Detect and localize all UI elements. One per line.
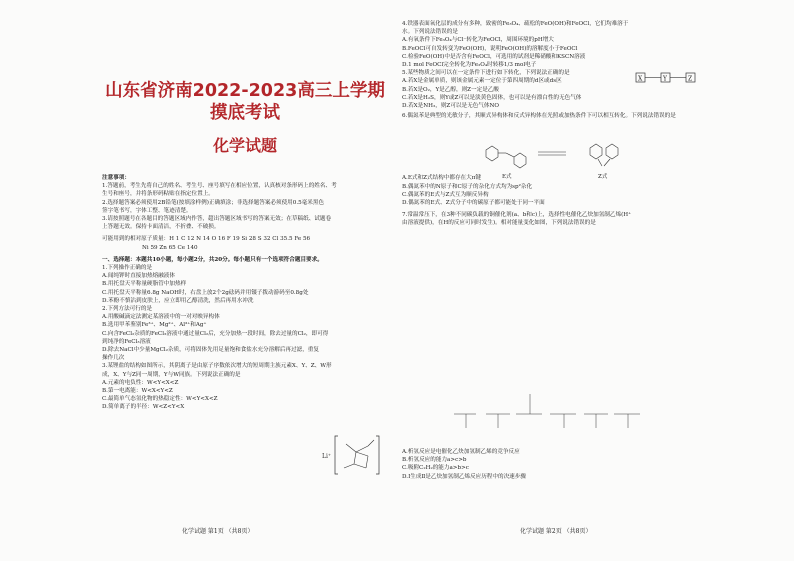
exam-title: 山东省济南2022-2023高三上学期摸底考试 [105,81,385,123]
text-line: 4.铁器表面氧化层的成分有多种，致密的Fe₃O₄、疏松的FeO(OH)和FeOCl，它们均难溶于 [402,21,629,27]
text-line: D.苯酚不慎沾到皮肤上，应立即用乙醇清洗，然后再用水冲洗 [102,297,254,304]
text-line: 3.某锂盐的结构如图所示，其阴离子是由原子序数依次增大的短周期主族元素X、Y、Z、W形 [102,363,332,370]
text-line: B.析氢反应的能力a>c>b [402,457,467,464]
right-page [402,20,700,540]
conversion-box-diagram [634,70,698,86]
lithium-salt-structure-diagram [320,432,386,478]
svg-text:Li⁺: Li⁺ [322,453,332,460]
text-line: 6.偶氮苯是典型的光敏分子，其顺式异构体和反式异构体在光照或加热条件下可以相互转化。下列说法错误的是 [402,113,676,120]
right-question-7-options [402,448,700,481]
text-line: C.偶氮苯的E式与Z式互为顺反异构 [402,191,489,198]
text-line: A.有氧条件下Fe₃O₄与Cl⁻转化为FeOCl，周围环境的pH增大 [402,37,554,44]
box-label-x: X [638,75,643,83]
text-line: C.向含FeCl₂杂质的FeCl₃溶液中通过量Cl₂后，充分加热一段时间，除去过量的Cl₂，即可得 [102,330,329,337]
text-line: 由溶液提供)，在H的反应可同时发生)。相对能量变化如图，下列说法错误的是 [402,220,596,227]
left-question-lines [102,264,388,412]
text-line: 成，X、Y与Z同一周期，Y与W同族。下列说法正确的是 [102,371,241,378]
section-heading: 一、选择题：本题共10小题，每小题2分，共20分。每小题只有一个选项符合题目要求。 [102,256,323,263]
notice-heading: 注意事项： [102,175,130,181]
text-line: 签字笔书写，字体工整、笔迹清楚。 [102,207,192,214]
text-line: B.若X是O₂，Y是乙醇，则Z一定是乙酸 [402,86,499,93]
text-line: 1.下列操作正确的是 [102,265,153,272]
isomer-label-e: E式 [502,174,512,180]
text-line: C.检验FeO(OH)中是否含有FeOCl，可选用的试剂是稀硝酸和KSCN溶液 [402,53,586,60]
text-line: B.偶氮苯中的N原子和C原子的杂化方式均为sp²杂化 [402,183,533,190]
text-line: B.FeOCl可自发转变为FeO(OH)，说明FeO(OH)的溶解度小于FeOCl [402,45,578,52]
right-page-footer: 化学试题 第2页 （共8页） [520,527,592,535]
text-line: A.闻纯钾时直接加热熔融液体 [102,273,175,280]
text-line: C.用托盘天平称量6.8g NaOH时，右盘上放2个2g砝码并用镊子拨动游码至0.8g处 [102,289,309,296]
text-line: 水。下列说法错误的是 [402,29,458,36]
text-line: D.偶氮苯的E式、Z式分子中的碳原子都可能处于同一平面 [402,200,545,207]
text-line: C.吸附C₂H₂的能力a>b>c [402,465,469,472]
text-line: B.用托盘天平称量硬脂管中加热样 [102,281,187,288]
left-page-footer: 化学试题 第1页 （共8页） [182,527,254,535]
box-label-y: Y [663,75,667,83]
text-line: A.析氢反应是电催化乙炔加氢制乙烯的竞争反应 [402,449,520,455]
isomer-label-z: Z式 [598,174,608,180]
notice-list [102,182,388,231]
text-line: D.简单离子的半径：W<Z<Y<X [102,404,185,411]
azobenzene-isomer-diagram [480,136,630,182]
text-line: D.Ⅰ生成Ⅱ是乙炔加氢制乙烯反应历程中的决速步骤 [402,473,526,480]
atomic-mass-line-2: Ni 59 Zn 65 Ce 140 [142,244,198,251]
text-line: D.1 mol FeOCl完全转化为Fe₃O₄时转移1/3 mol电子 [402,62,537,69]
text-line: 上答题无效。保持卡面清洁，不折叠、不破损。 [102,224,220,231]
text-line: 5.某些物质之间可以在一定条件下进行如下转化，下列说法正确的是 [402,70,570,77]
text-line: C.若X是H₂S，则Y或Z可以是淡黄色固体，也可以是有漂白性的无色气体 [402,94,582,101]
text-line: 7.常温常压下，在3种不同碳负载的铜催化剂(a、b和c)上，选择性电催化乙炔加氢制乙烯(H⁺ [402,212,632,219]
exam-subtitle: 化学试题 [212,136,277,155]
text-line: A.若X是金属单质，则该金属元素一定位于第四周期的d区或ds区 [402,78,562,85]
text-line: 2.下列方法可行的是 [102,306,153,313]
text-line: A.元素的电负性：W<Y<X<Z [102,379,179,386]
text-line: A.用酸碱滴定法测定某溶液中的一对对映异构体 [102,314,220,321]
box-label-z: Z [688,75,693,83]
text-line: D.若X是NH₃，则Z可以是无色气体NO [402,103,499,110]
text-line: 2.选择题答案必须使用2B铅笔(按填涂样例)正确填涂；非选择题答案必须使用0.5毫米黑色 [102,199,325,206]
reaction-mechanism-diagram [446,384,646,444]
left-page [102,20,388,540]
text-line: A.E式和Z式结构中都存在大π键 [402,175,481,182]
text-line: 1.答题前，考生先将自己的姓名、考生号、座号填写在相应位置，认真核对条形码上的姓名、考 [102,183,337,190]
text-line: 到纯净的FeCl₃溶液 [102,338,151,345]
text-line: D.除去NaCl中少量MgCl₂杂质，可将固体先用足量饱和食盐水充分溶解后再过滤，重复 [102,347,319,354]
right-question-lines [402,20,700,228]
text-line: C.最简单气态氢化物的热稳定性：W<Y<X<Z [102,396,218,403]
text-line: 生号和座号，并将条形码粘贴在指定位置上。 [102,191,214,198]
text-line: B.选用甲苯鉴别Fe³⁺、Mg²⁺、Al³⁺和Ag⁺ [102,322,207,329]
text-line: B.第一电离能：W<X<Y<Z [102,388,173,395]
atomic-mass-line-1: 可能用到的相对原子质量：H 1 C 12 N 14 O 16 F 19 Si 28 S 32 Cl 35.5 Fe 56 [102,236,311,243]
text-line: 3.请按照题号在各题目的答题区域内作答，超出答题区域书写的答案无效；在草稿纸、试题卷 [102,216,332,223]
text-line: 操作几次 [102,355,125,362]
